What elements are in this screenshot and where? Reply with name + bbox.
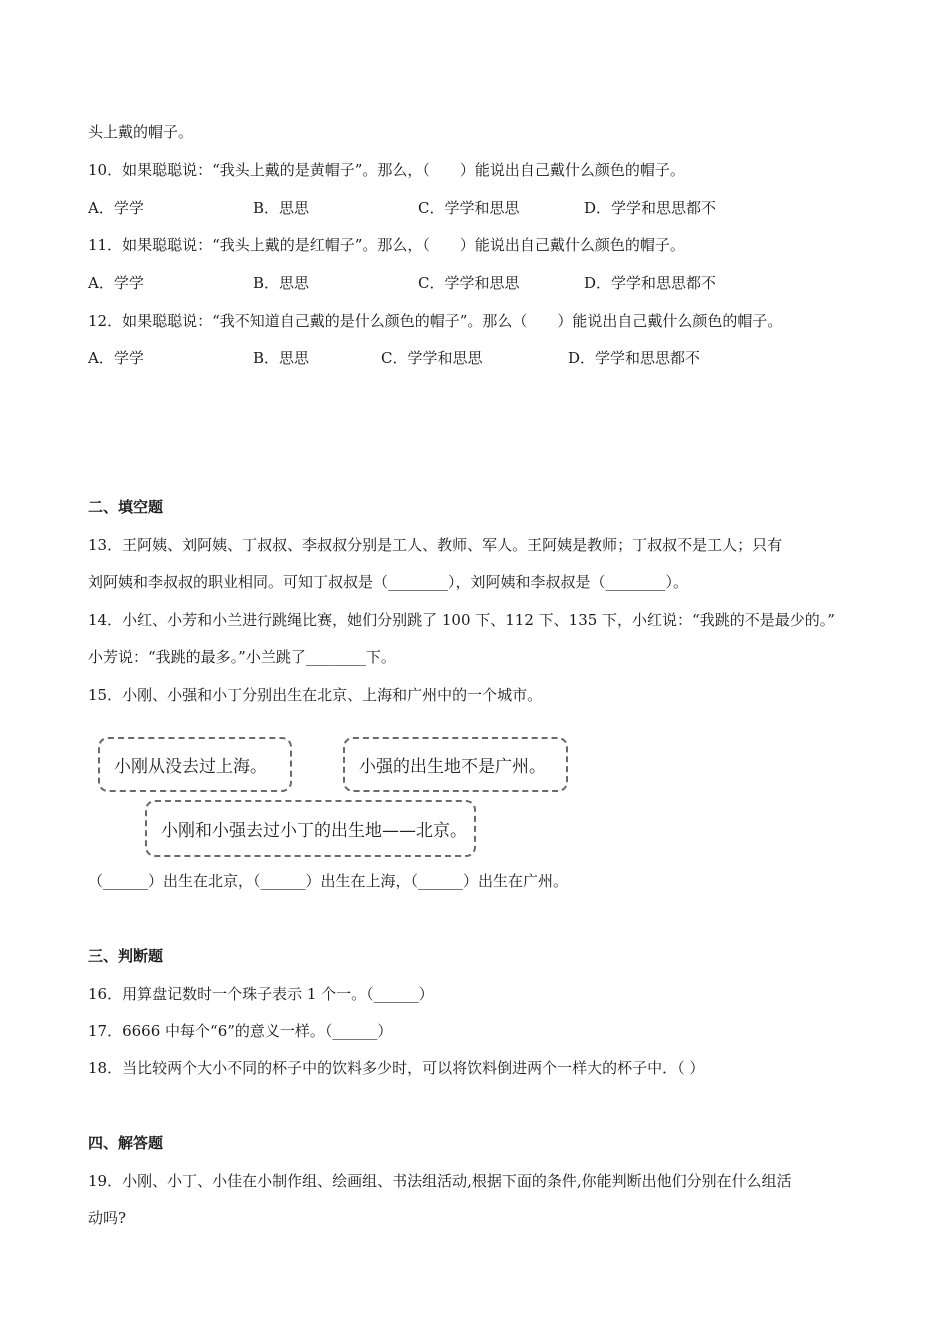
- q12-stem: 12．如果聪聪说：“我不知道自己戴的是什么颜色的帽子”。那么（ ）能说出自己戴什么颜色的帽子。: [88, 312, 783, 330]
- q12-option-a: A．学学: [88, 349, 144, 367]
- q15-stem: 15．小刚、小强和小丁分别出生在北京、上海和广州中的一个城市。: [88, 686, 543, 704]
- q11-option-a: A．学学: [88, 274, 144, 292]
- q11-option-c: C．学学和思思: [418, 274, 520, 292]
- q11-option-d: D．学学和思思都不: [584, 274, 717, 292]
- q16-text: 16．用算盘记数时一个珠子表示 1 个一。（______）: [88, 985, 434, 1003]
- q10-option-b: B．思思: [253, 199, 310, 217]
- clue-box-2: [343, 737, 568, 792]
- section2-title: 二、填空题: [88, 498, 164, 516]
- q14-line2: 小芳说：“我跳的最多。”小兰跳了________下。: [88, 648, 396, 666]
- q19-line2: 动吗?: [88, 1209, 127, 1227]
- q19-line1: 19．小刚、小丁、小佳在小制作组、绘画组、书法组活动,根据下面的条件,你能判断出他们分别在什么组活: [88, 1172, 792, 1190]
- q12-option-b: B．思思: [253, 349, 310, 367]
- q17-text: 17．6666 中每个“6”的意义一样。（______）: [88, 1022, 393, 1040]
- q10-option-c: C．学学和思思: [418, 199, 520, 217]
- section4-title: 四、解答题: [88, 1134, 164, 1152]
- q10-stem: 10．如果聪聪说：“我头上戴的是黄帽子”。那么，（ ）能说出自己戴什么颜色的帽子。: [88, 161, 685, 179]
- q13-line2: 刘阿姨和李叔叔的职业相同。可知丁叔叔是（________），刘阿姨和李叔叔是（________）。: [88, 573, 689, 591]
- clue-box-1: [98, 737, 292, 792]
- clue-text-3: 小刚和小强去过小丁的出生地——北京。: [161, 821, 467, 841]
- q11-stem: 11．如果聪聪说：“我头上戴的是红帽子”。那么，（ ）能说出自己戴什么颜色的帽子。: [88, 236, 685, 254]
- q10-option-d: D．学学和思思都不: [584, 199, 717, 217]
- q10-option-a: A．学学: [88, 199, 144, 217]
- q14-line1: 14．小红、小芳和小兰进行跳绳比赛，她们分别跳了 100 下、112 下、135 下，小红说：“我跳的不是最少的。”: [88, 611, 835, 629]
- q9-tail-text: 头上戴的帽子。: [88, 123, 194, 141]
- q11-option-b: B．思思: [253, 274, 310, 292]
- q12-option-d: D．学学和思思都不: [568, 349, 701, 367]
- section3-title: 三、判断题: [88, 947, 164, 965]
- q13-line1: 13．王阿姨、刘阿姨、丁叔叔、李叔叔分别是工人、教师、军人。王阿姨是教师；丁叔叔不是工人；只有: [88, 536, 783, 554]
- q12-option-c: C．学学和思思: [381, 349, 483, 367]
- clue-text-1: 小刚从没去过上海。: [114, 757, 267, 777]
- clue-box-3: [145, 800, 476, 857]
- clue-text-2: 小强的出生地不是广州。: [359, 757, 546, 777]
- q15-answer-line: （______）出生在北京，（______）出生在上海，（______）出生在广州。: [88, 872, 569, 890]
- q18-text: 18．当比较两个大小不同的杯子中的饮料多少时，可以将饮料倒进两个一样大的杯子中．（ ）: [88, 1059, 705, 1077]
